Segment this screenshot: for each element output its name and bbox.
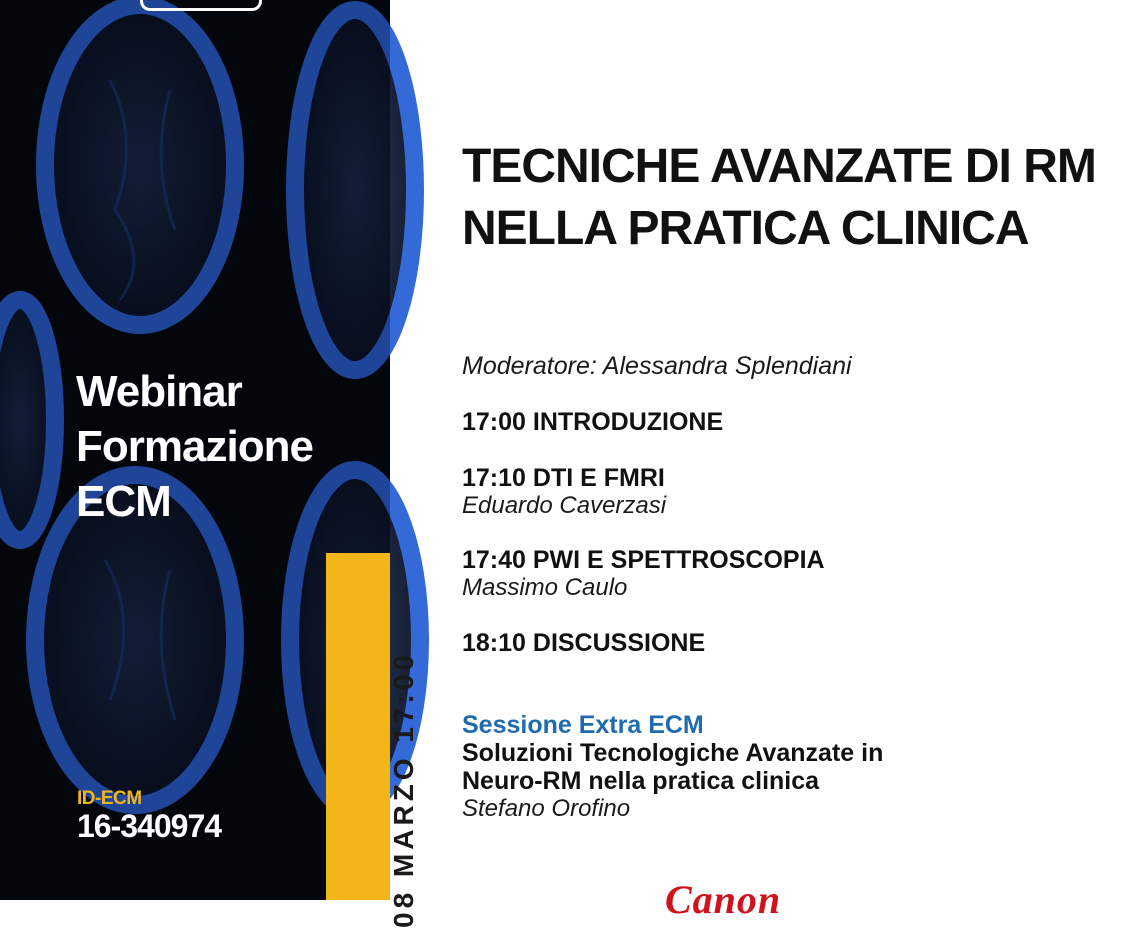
agenda-item-title: 18:10 DISCUSSIONE bbox=[462, 629, 706, 657]
extra-session-heading: Sessione Extra ECM bbox=[462, 711, 704, 739]
agenda-item-title: 17:00 INTRODUZIONE bbox=[462, 408, 724, 436]
date-bar bbox=[326, 553, 419, 928]
event-date: 08 MARZO 17:00 bbox=[388, 651, 419, 928]
extra-session-title bbox=[462, 739, 883, 795]
left-panel bbox=[0, 0, 419, 928]
webinar-line: ECM bbox=[76, 477, 171, 526]
agenda-item bbox=[462, 408, 723, 436]
canon-logo: Canon bbox=[665, 877, 782, 922]
agenda-item-speaker: Massimo Caulo bbox=[462, 574, 628, 601]
extra-title-line: Soluzioni Tecnologiche Avanzate in bbox=[462, 739, 884, 767]
agenda-item-title: 17:40 PWI E SPETTROSCOPIA bbox=[462, 546, 825, 574]
event-title: TECNICHE AVANZATE DI RM NELLA PRATICA CLINICA bbox=[462, 140, 1096, 255]
webinar-line: Formazione bbox=[76, 422, 313, 471]
agenda-item-title: 17:10 DTI E FMRI bbox=[462, 464, 665, 492]
id-ecm-label: ID-ECM bbox=[77, 788, 142, 809]
agenda-item bbox=[462, 629, 705, 657]
agenda-item-speaker: Eduardo Caverzasi bbox=[462, 492, 667, 519]
extra-title-line: Neuro-RM nella pratica clinica bbox=[462, 767, 820, 795]
webinar-line: Webinar bbox=[76, 367, 242, 416]
extra-session-speaker: Stefano Orofino bbox=[462, 795, 631, 822]
logo-frame bbox=[140, 0, 262, 11]
agenda-item bbox=[462, 464, 666, 520]
agenda-item bbox=[462, 546, 825, 602]
moderator: Moderatore: Alessandra Splendiani bbox=[462, 352, 852, 380]
id-ecm-value: 16-340974 bbox=[77, 808, 222, 844]
webinar-heading bbox=[76, 364, 313, 529]
